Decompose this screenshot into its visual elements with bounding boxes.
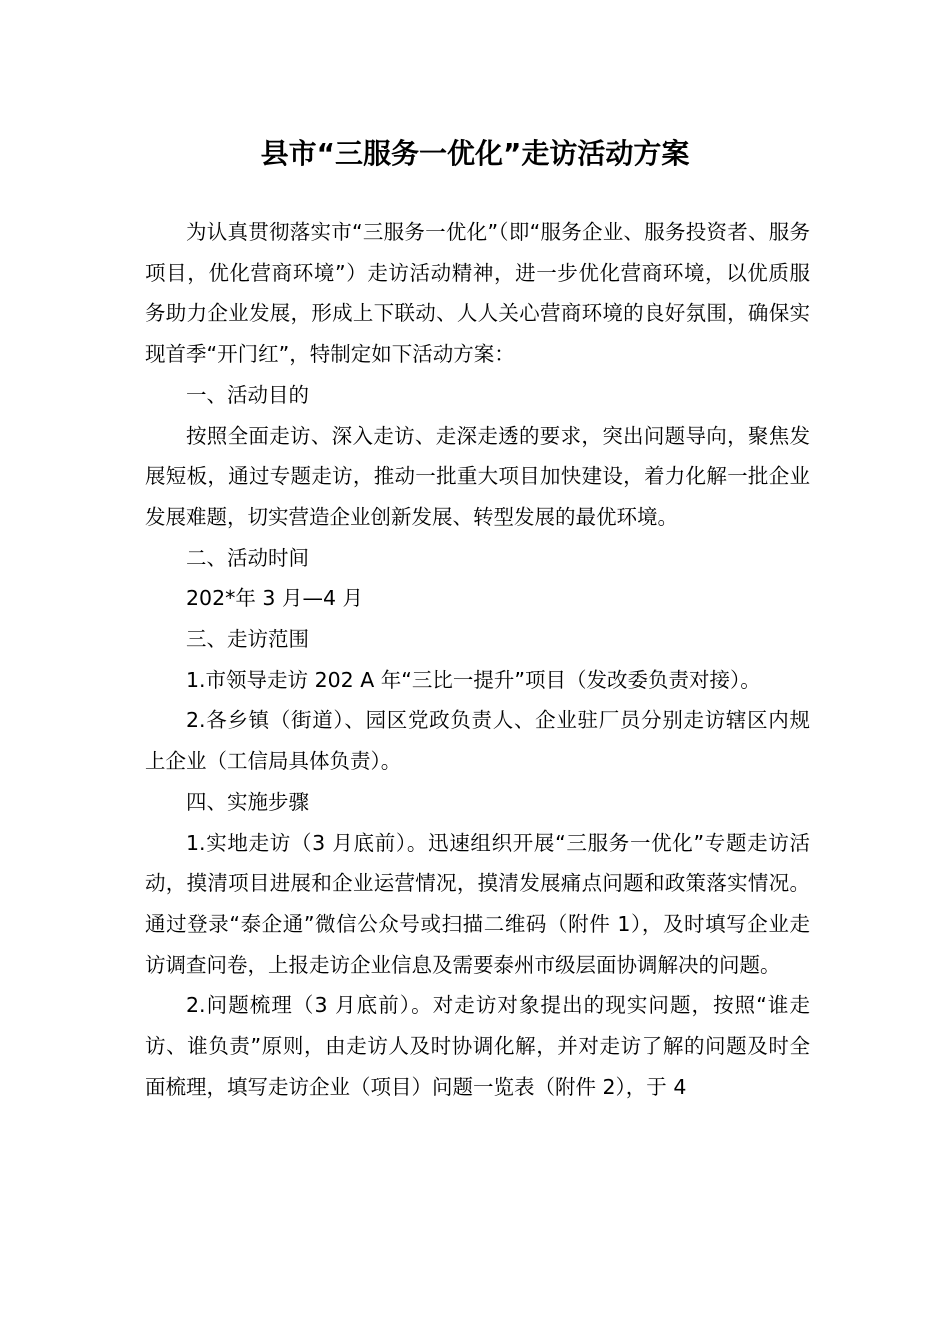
heading-activity-purpose: 一、活动目的 — [186, 382, 309, 407]
paragraph-visit-scope-2: 2.各乡镇（街道）、园区党政负责人、企业驻厂员分别走访辖区内规上企业（工信局具体负责）。 — [145, 708, 810, 774]
paragraph-intro: 为认真贯彻落实市“三服务一优化”（即“服务企业、服务投资者、服务项目，优化营商环境”）走访活动精神，进一步优化营商环境，以优质服务助力企业发展，形成上下联动、人人关心营商环境的良好氛围，确保实现首季“开门红”，特制定如下活动方案： — [145, 220, 810, 367]
heading-implementation-steps: 四、实施步骤 — [186, 789, 309, 814]
heading-visit-scope: 三、走访范围 — [186, 627, 309, 652]
paragraph-activity-time: 202*年 3 月—4 月 — [186, 586, 364, 611]
paragraph-step-1: 1.实地走访（3 月底前）。迅速组织开展“三服务一优化”专题走访活动，摸清项目进展和企业运营情况，摸清发展痛点问题和政策落实情况。通过登录“泰企通”微信公众号或扫描二维码（附件 1），及时填写企业走访调查问卷，上报走访企业信息及需要泰州市级层面协调解决的问题。 — [145, 830, 810, 977]
heading-activity-time: 二、活动时间 — [186, 545, 309, 570]
document-title: 县市“三服务一优化”走访活动方案 — [260, 137, 690, 170]
paragraph-visit-scope-1: 1.市领导走访 202 A 年“三比一提升”项目（发改委负责对接）。 — [186, 667, 761, 692]
paragraph-activity-purpose: 按照全面走访、深入走访、走深走透的要求，突出问题导向，聚焦发展短板，通过专题走访，推动一批重大项目加快建设，着力化解一批企业发展难题，切实营造企业创新发展、转型发展的最优环境。 — [145, 423, 810, 529]
paragraph-step-2: 2.问题梳理（3 月底前）。对走访对象提出的现实问题，按照“谁走访、谁负责”原则，由走访人及时协调化解，并对走访了解的问题及时全面梳理，填写走访企业（项目）问题一览表（附件 2），于 4 — [145, 993, 810, 1099]
document-body — [145, 212, 810, 1107]
